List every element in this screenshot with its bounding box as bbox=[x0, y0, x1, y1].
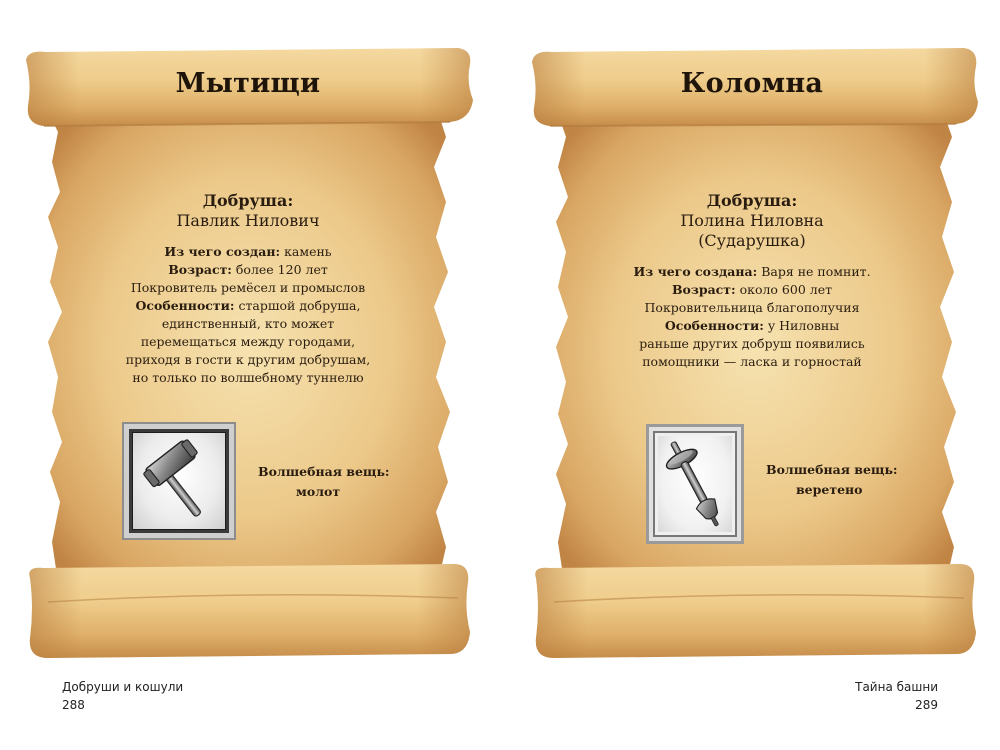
dobrusha-nickname: (Сударушка) bbox=[698, 231, 806, 250]
made-of-value: камень bbox=[280, 244, 332, 259]
age-line bbox=[582, 281, 922, 299]
page-number: 289 bbox=[915, 698, 938, 712]
parchment-scroll bbox=[522, 42, 982, 664]
spindle-icon bbox=[649, 427, 741, 541]
book-title: Тайна башни bbox=[855, 680, 938, 694]
dobrusha-name: Полина Ниловна bbox=[680, 211, 824, 230]
details-block bbox=[582, 263, 922, 371]
dobrusha-info bbox=[78, 190, 418, 387]
age-label: Возраст: bbox=[671, 282, 736, 297]
patron-line: Покровитель ремёсел и промыслов bbox=[130, 280, 366, 295]
parchment-scroll bbox=[18, 42, 478, 664]
age-value: около 600 лет bbox=[735, 282, 833, 297]
features-value: у Ниловны bbox=[763, 318, 840, 333]
features-line: раньше других добруш появились bbox=[639, 336, 865, 351]
magic-item-value: молот bbox=[296, 484, 341, 499]
magic-item-label: Волшебная вещь: bbox=[258, 464, 390, 479]
made-of-line bbox=[582, 263, 922, 281]
page-footer bbox=[62, 678, 183, 714]
magic-item-caption bbox=[258, 462, 390, 502]
dobrusha-name: Павлик Нилович bbox=[176, 211, 320, 230]
made-of-value: Варя не помнит. bbox=[757, 264, 871, 279]
made-of-label: Из чего создана: bbox=[633, 264, 758, 279]
features-line: помощники — ласка и горностай bbox=[642, 354, 862, 369]
made-of-line bbox=[78, 243, 418, 261]
age-value: более 120 лет bbox=[231, 262, 328, 277]
features-line bbox=[78, 297, 418, 315]
dobrusha-label: Добруша: bbox=[202, 191, 294, 210]
features-line: единственный, кто может bbox=[161, 316, 335, 331]
hammer-icon bbox=[124, 424, 234, 538]
book-title: Добруши и кошули bbox=[62, 680, 184, 694]
magic-item-caption bbox=[766, 460, 898, 500]
city-title: Коломна bbox=[680, 68, 824, 99]
city-title: Мытищи bbox=[175, 68, 321, 99]
age-label: Возраст: bbox=[168, 262, 232, 277]
features-label: Особенности: bbox=[664, 318, 764, 333]
magic-item-frame bbox=[646, 424, 744, 544]
magic-item-label: Волшебная вещь: bbox=[766, 462, 898, 477]
features-value-first: старшой добруша, bbox=[234, 298, 361, 313]
features-line: но только по волшебному туннелю bbox=[132, 370, 364, 385]
made-of-label: Из чего создан: bbox=[164, 244, 281, 259]
dobrusha-label: Добруша: bbox=[706, 191, 798, 210]
dobrusha-info bbox=[582, 190, 922, 371]
age-line bbox=[78, 261, 418, 279]
patron-line: Покровительница благополучия bbox=[644, 300, 860, 315]
features-label: Особенности: bbox=[135, 298, 235, 313]
details-block bbox=[78, 243, 418, 387]
page-footer bbox=[855, 678, 938, 714]
magic-item-value: веретено bbox=[796, 482, 863, 497]
right-page bbox=[500, 0, 1000, 750]
features-line bbox=[582, 317, 922, 335]
features-line: перемещаться между городами, bbox=[140, 334, 356, 349]
magic-item-frame bbox=[122, 422, 236, 540]
page-number: 288 bbox=[62, 698, 85, 712]
features-line: приходя в гости к другим добрушам, bbox=[125, 352, 371, 367]
